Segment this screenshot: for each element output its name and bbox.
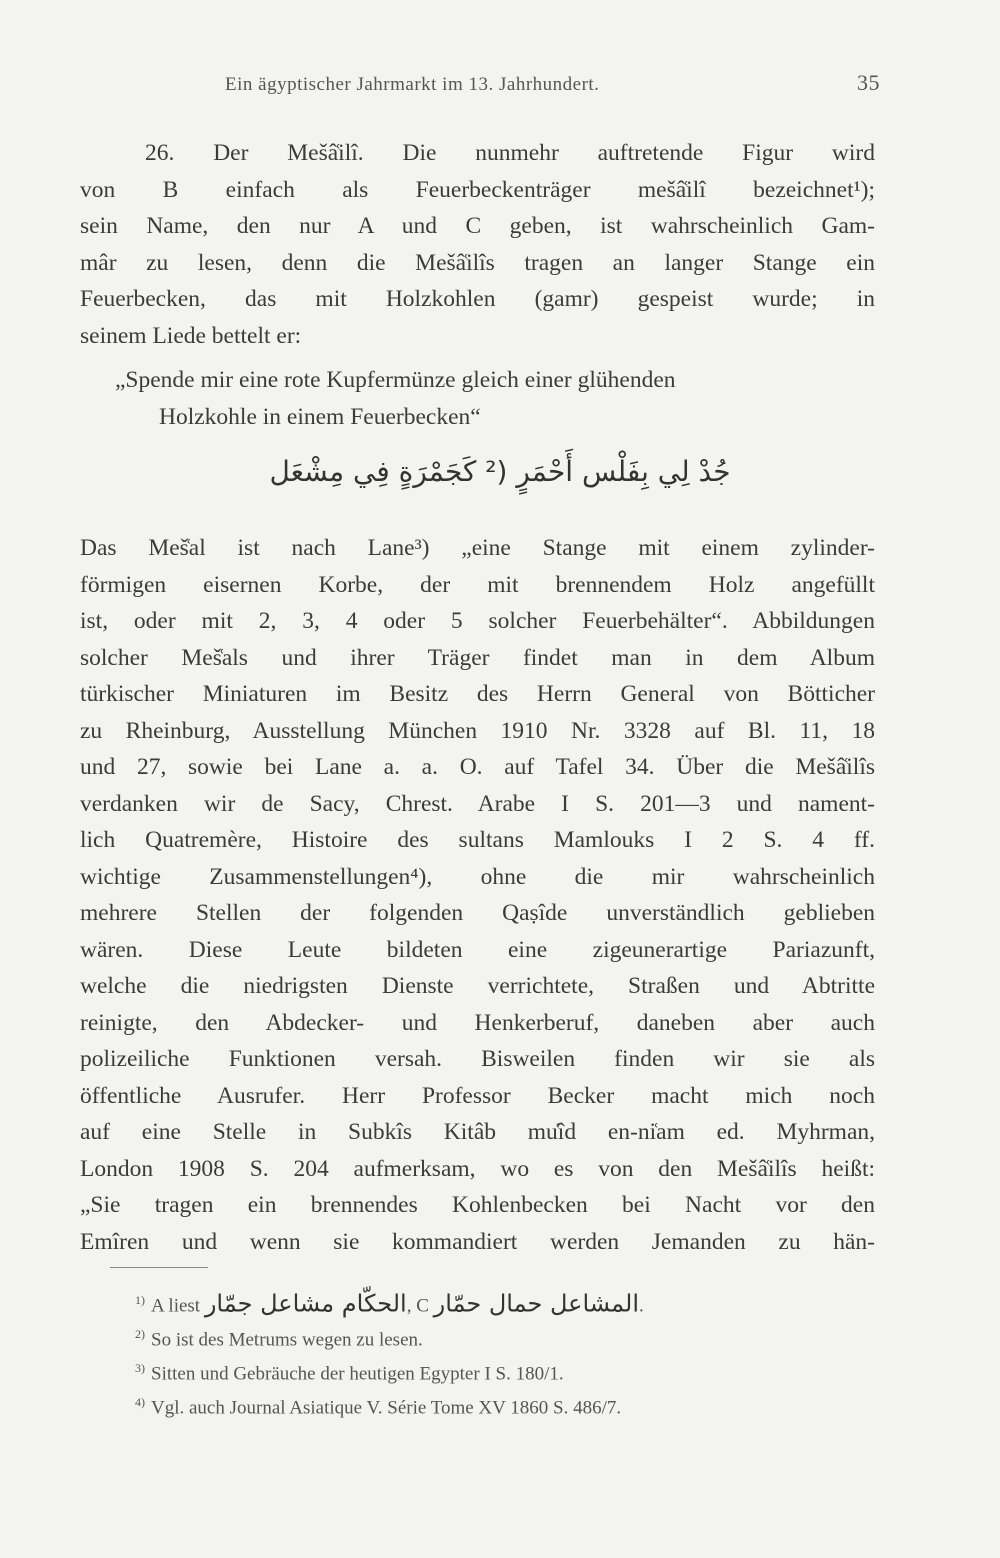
text-line: sein Name, den nur A und C geben, ist wahrscheinlich Gam-: [80, 213, 875, 239]
footnote-2: [135, 1319, 875, 1353]
page-number: 35: [857, 70, 880, 95]
text-line: mehrere Stellen der folgenden Qaṣîde unverständlich geblieben: [80, 900, 875, 926]
quote-line: Holzkohle in einem Feuerbecken“: [159, 403, 481, 430]
text-line: Das Meš͑al ist nach Lane³) „eine Stange mit einem zylinder-: [80, 535, 875, 561]
text-line: auf eine Stelle in Subkîs Kitâb mu͑îd en-ni͑am ed. Myhrman,: [80, 1119, 875, 1145]
text-line: „Sie tragen ein brennendes Kohlenbecken bei Nacht vor den: [80, 1192, 875, 1218]
text-line: Feuerbecken, das mit Holzkohlen (gamr) gespeist wurde; in: [80, 286, 875, 312]
footnote-text: .: [639, 1295, 644, 1317]
footnote-mark: 1): [135, 1293, 145, 1307]
page-header: [80, 70, 880, 104]
footnote-divider: [110, 1267, 208, 1268]
footnote-arabic: الحكّام مشاعل جمّار: [204, 1289, 407, 1318]
footnote-arabic: المشاعل حمال حمّار: [433, 1289, 640, 1318]
text-line: London 1908 S. 204 aufmerksam, wo es von den Mešâ͑ilîs heißt:: [80, 1155, 875, 1182]
quote-line: „Spende mir eine rote Kupfermünze gleich einer glühenden: [115, 367, 676, 393]
footnote-text: Sitten und Gebräuche der heutigen Egypter I S. 180/1.: [151, 1363, 564, 1385]
arabic-verse: جُدْ لِي بِفَلْس أَحْمَرٍ (² كَجَمْرَةٍ فِي مِشْعَل: [269, 455, 731, 488]
text-line: öffentliche Ausrufer. Herr Professor Becker macht mich noch: [80, 1082, 875, 1109]
text-line: von B einfach als Feuerbeckenträger mešâ͑ilî bezeichnet¹);: [80, 176, 875, 203]
text-line: polizeiliche Funktionen versah. Bisweilen finden wir sie als: [80, 1046, 875, 1072]
text-line: mâr zu lesen, denn die Mešâ͑ilîs tragen an langer Stange ein: [80, 249, 875, 276]
text-line: seinem Liede bettelt er:: [80, 322, 302, 349]
footnote-text: Vgl. auch Journal Asiatique V. Série Tome XV 1860 S. 486/7.: [151, 1397, 622, 1419]
footnote-mark: 4): [135, 1395, 145, 1409]
text-line: lich Quatremère, Histoire des sultans Mamlouks I 2 S. 4 ff.: [80, 827, 875, 853]
text-line: solcher Meš͑als und ihrer Träger findet man in dem Album: [80, 644, 875, 671]
footnote-3: [135, 1353, 875, 1387]
text-line: und 27, sowie bei Lane a. a. O. auf Tafel 34. Über die Mešâ͑ilîs: [80, 754, 875, 780]
text-line: 26. Der Mešâ͑ilî. Die nunmehr auftretende Figur wird: [145, 140, 875, 166]
footnote-1: [135, 1285, 875, 1319]
text-line: ist, oder mit 2, 3, 4 oder 5 solcher Feuerbehälter“. Abbildungen: [80, 608, 875, 634]
text-line: verdanken wir de Sacy, Chrest. Arabe I S. 201—3 und nament-: [80, 790, 875, 817]
footnote-4: [135, 1387, 875, 1421]
footnote-text: So ist des Metrums wegen zu lesen.: [151, 1329, 423, 1351]
running-title: Ein ägyptischer Jahrmarkt im 13. Jahrhundert.: [225, 74, 600, 95]
footnote-mark: 3): [135, 1361, 145, 1375]
footnote-text: A liest: [151, 1295, 201, 1317]
song-quote: [115, 362, 875, 435]
footnote-mark: 2): [135, 1327, 145, 1341]
paragraph-mesaili-intro: [80, 135, 875, 354]
text-line: förmigen eisernen Korbe, der mit brennendem Holz angefüllt: [80, 571, 875, 598]
text-line: zu Rheinburg, Ausstellung München 1910 Nr. 3328 auf Bl. 11, 18: [80, 717, 875, 744]
text-line: reinigte, den Abdecker- und Henkerberuf, daneben aber auch: [80, 1009, 875, 1036]
text-line: türkischer Miniaturen im Besitz des Herrn General von Bötticher: [80, 681, 875, 707]
paragraph-meshal-description: [80, 530, 875, 1260]
text-line: wichtige Zusammenstellungen⁴), ohne die mir wahrscheinlich: [80, 863, 875, 890]
footnote-text: , C: [406, 1295, 429, 1317]
text-line: wären. Diese Leute bildeten eine zigeunerartige Pariazunft,: [80, 936, 875, 963]
text-line: Emîren und wenn sie kommandiert werden Jemanden zu hän-: [80, 1228, 875, 1255]
footnotes: [135, 1285, 875, 1421]
text-line: welche die niedrigsten Dienste verrichtete, Straßen und Abtritte: [80, 973, 875, 999]
